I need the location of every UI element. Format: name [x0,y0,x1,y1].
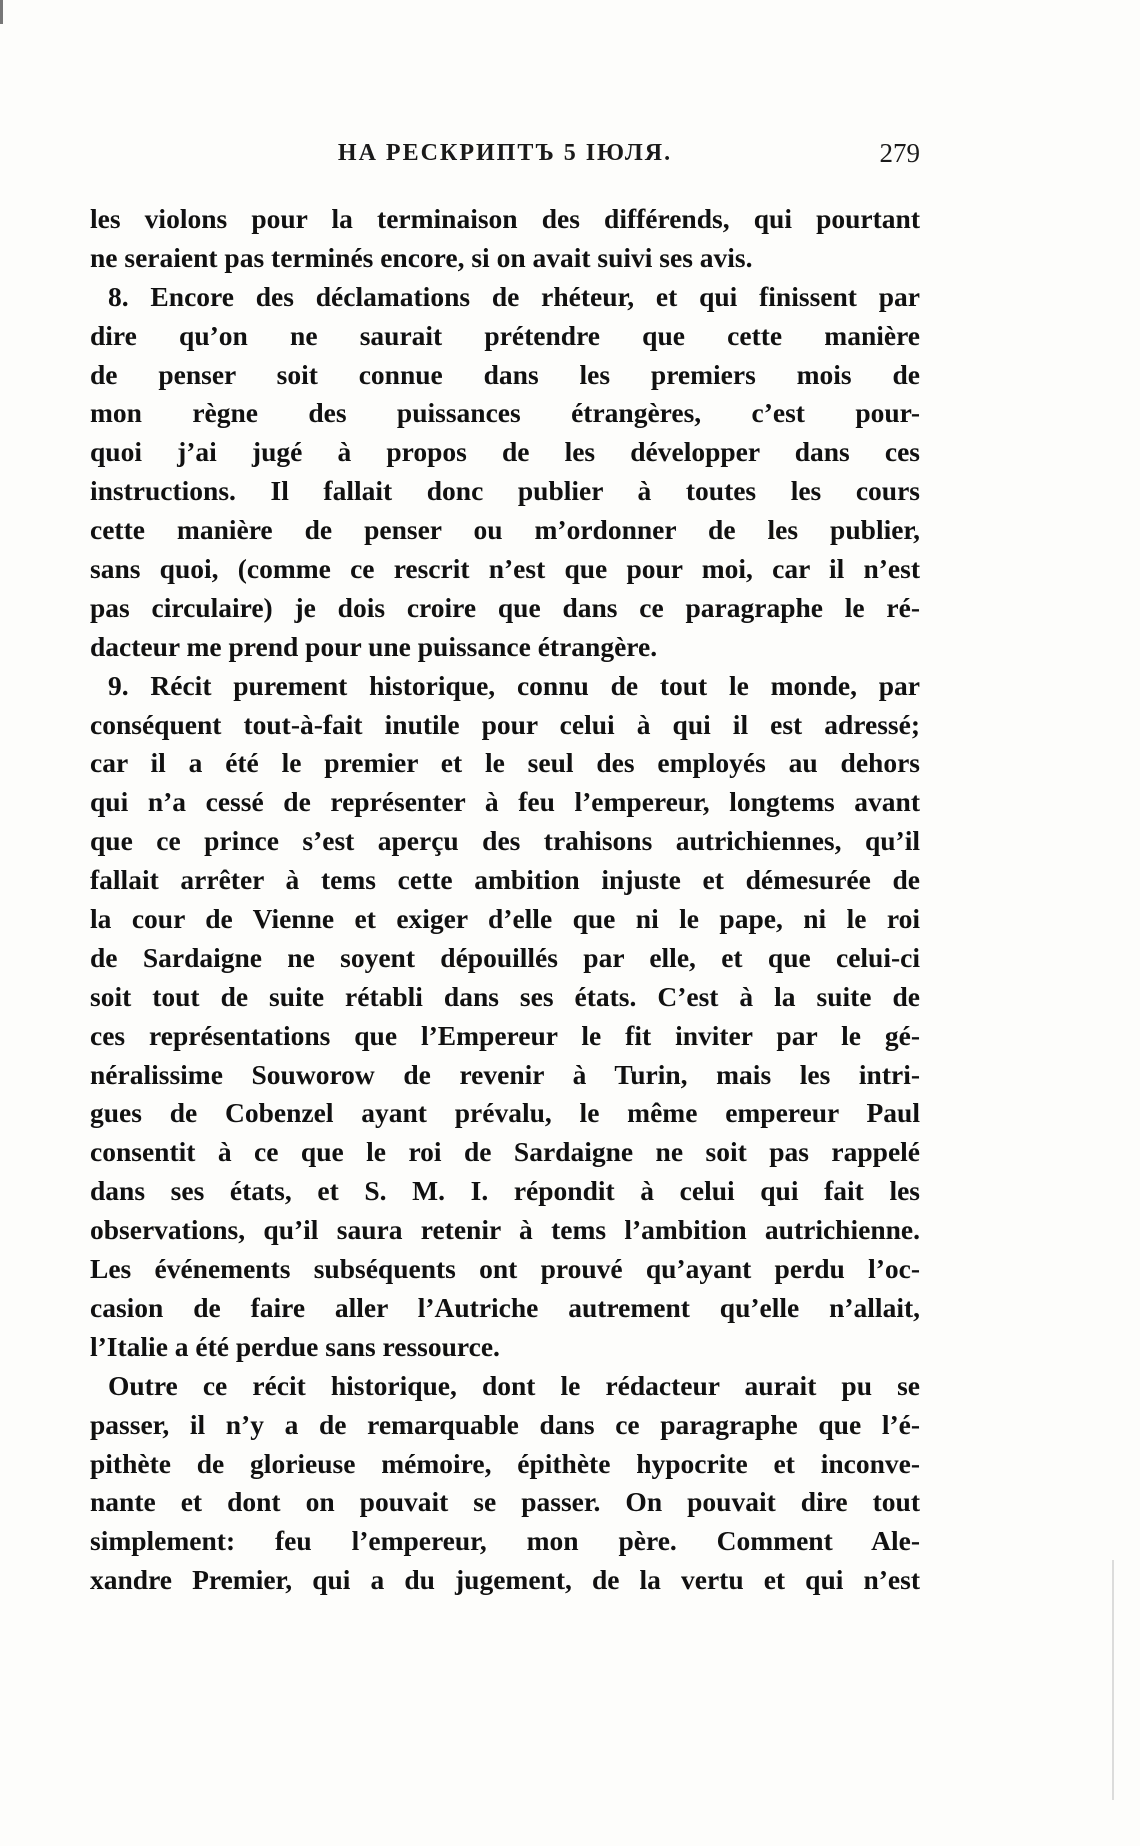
text-line: consentit à ce que le roi de Sardaigne ne soit pas rappelé [90,1136,920,1168]
text-line: de penser soit connue dans les premiers mois de [90,358,920,390]
text-line: pithète de glorieuse mémoire, épithète hypocrite et inconve- [90,1447,920,1479]
text-line: conséquent tout-à-fait inutile pour celui à qui il est adressé; [90,708,920,740]
text-line: casion de faire aller l’Autriche autrement qu’elle n’allait, [90,1291,920,1323]
text-line: passer, il n’y a de remarquable dans ce paragraphe que l’é- [90,1408,920,1440]
text-line: sans quoi, (comme ce rescrit n’est que pour moi, car il n’est [90,553,920,585]
text-line: soit tout de suite rétabli dans ses états. C’est à la suite de [90,980,920,1012]
text-line: dans ses états, et S. M. I. répondit à celui qui fait les [90,1175,920,1207]
text-line: simplement: feu l’empereur, mon père. Comment Ale- [90,1525,920,1557]
text-line: dacteur me prend pour une puissance étrangère. [90,630,658,662]
text-line: les violons pour la terminaison des différends, qui pourtant [90,203,920,234]
text-line: fallait arrêter à tems cette ambition injuste et démesurée de [90,864,920,896]
text-line: gues de Cobenzel ayant prévalu, le même empereur Paul [90,1097,920,1129]
text-line: Les événements subséquents ont prouvé qu’ayant perdu l’oc- [90,1253,920,1285]
page-edge-shadow [1112,1560,1114,1800]
text-line: la cour de Vienne et exiger d’elle que ni le pape, ni le roi [90,903,920,935]
body-text [90,200,920,1600]
text-line: de Sardaigne ne soyent dépouillés par elle, et que celui-ci [90,941,920,973]
text-line: observations, qu’il saura retenir à tems l’ambition autrichienne. [90,1214,920,1246]
text-line: nante et dont on pouvait se passer. On pouvait dire tout [90,1486,920,1518]
text-line: cette manière de penser ou m’ordonner de les publier, [90,514,920,546]
page-header [90,138,920,178]
text-line: 9. Récit purement historique, connu de tout le monde, par [108,669,920,701]
text-line: 8. Encore des déclamations de rhéteur, et qui finissent par [108,280,920,312]
text-line: ces représentations que l’Empereur le fit inviter par le gé- [90,1019,920,1051]
page-number: 279 [879,138,920,168]
text-line: ne seraient pas terminés encore, si on avait suivi ses avis. [90,241,753,273]
text-line: dire qu’on ne saurait prétendre que cette manière [90,319,920,351]
text-line: néralissime Souworow de revenir à Turin, mais les intri- [90,1058,920,1090]
text-line: pas circulaire) je dois croire que dans ce paragraphe le ré- [90,591,920,623]
running-title: НА РЕСКРИПТЪ 5 ІЮЛЯ. [337,140,673,166]
text-line: que ce prince s’est aperçu des trahisons autrichiennes, qu’il [90,825,920,857]
text-line: Outre ce récit historique, dont le rédacteur aurait pu se [108,1369,920,1401]
text-line: qui n’a cessé de représenter à feu l’empereur, longtems avant [90,786,920,818]
text-line: xandre Premier, qui a du jugement, de la vertu et qui n’est [90,1564,920,1596]
scan-edge-mark [0,0,3,24]
text-line: car il a été le premier et le seul des employés au dehors [90,747,920,779]
text-line: l’Italie a été perdue sans ressource. [90,1330,500,1362]
text-line: mon règne des puissances étrangères, c’est pour- [90,397,920,429]
text-line: quoi j’ai jugé à propos de les développer dans ces [90,436,920,468]
text-line: instructions. Il fallait donc publier à toutes les cours [90,475,920,507]
